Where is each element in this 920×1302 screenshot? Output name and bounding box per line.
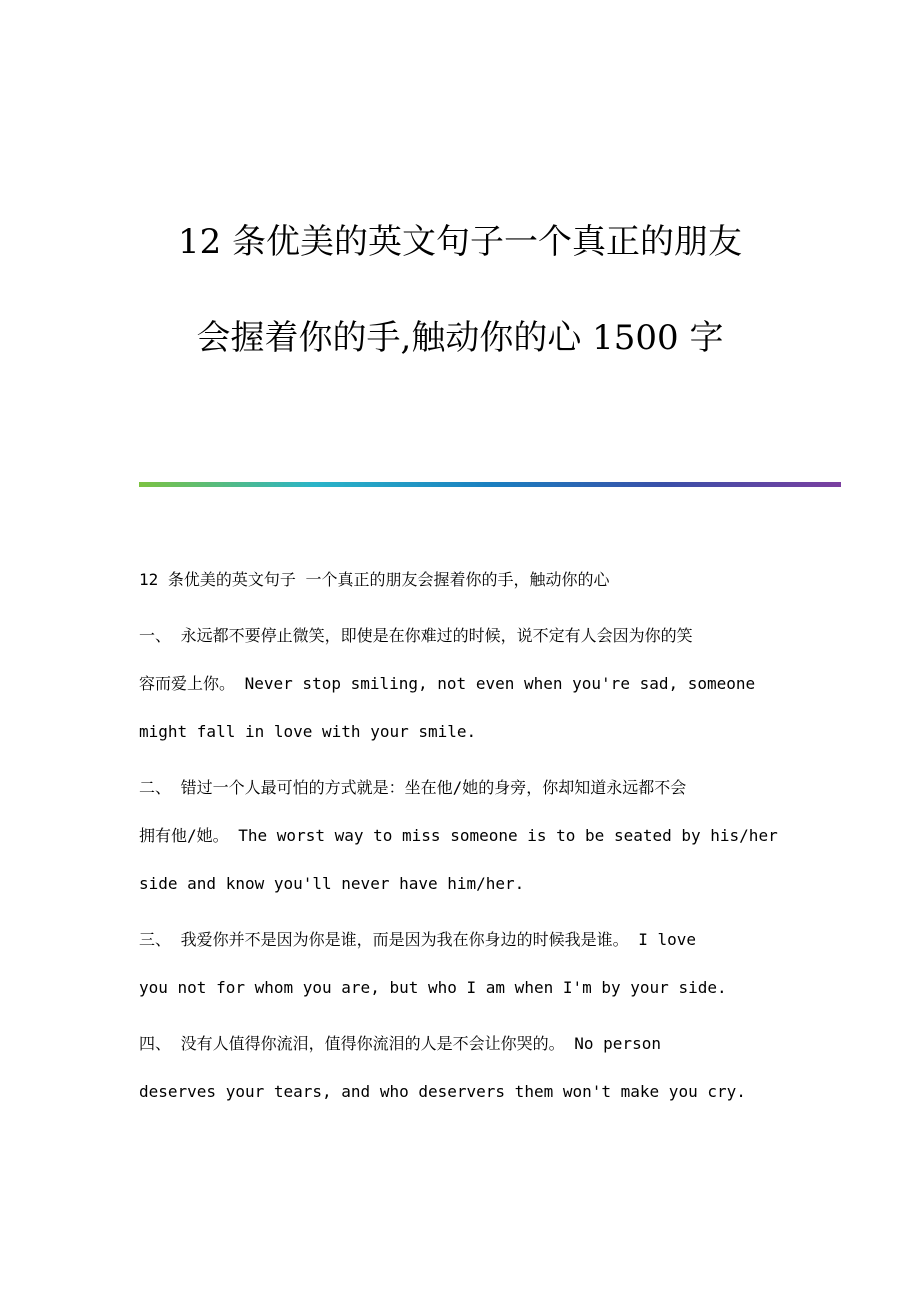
intro-text: 12 条优美的英文句子 一个真正的朋友会握着你的手，触动你的心 bbox=[139, 570, 610, 589]
paragraph-line: deserves your tears, and who deservers them won't make you cry. bbox=[139, 1082, 746, 1101]
paragraph-1 bbox=[139, 612, 789, 756]
paragraph-4 bbox=[139, 1020, 789, 1116]
document-title-line-2: 会握着你的手,触动你的心 1500 字 bbox=[196, 318, 724, 358]
paragraph-2 bbox=[139, 764, 789, 908]
paragraph-line: you not for whom you are, but who I am when I'm by your side. bbox=[139, 978, 727, 997]
paragraph-line: might fall in love with your smile. bbox=[139, 722, 477, 741]
paragraph-line: side and know you'll never have him/her. bbox=[139, 874, 525, 893]
paragraph-line: 拥有他/她。 The worst way to miss someone is to be seated by his/her bbox=[139, 826, 778, 845]
gradient-divider bbox=[139, 482, 841, 487]
paragraph-3 bbox=[139, 916, 789, 1012]
paragraph-line: 四、 没有人值得你流泪，值得你流泪的人是不会让你哭的。 No person bbox=[139, 1034, 661, 1053]
paragraph-line: 二、 错过一个人最可怕的方式就是：坐在他/她的身旁，你却知道永远都不会 bbox=[139, 778, 687, 797]
paragraph-line: 三、 我爱你并不是因为你是谁，而是因为我在你身边的时候我是谁。 I love bbox=[139, 930, 697, 949]
paragraph-line: 一、 永远都不要停止微笑，即使是在你难过的时候，说不定有人会因为你的笑 bbox=[139, 626, 693, 645]
paragraph-line: 容而爱上你。 Never stop smiling, not even when you're sad, someone bbox=[139, 674, 756, 693]
document-title-line-1: 12 条优美的英文句子一个真正的朋友 bbox=[177, 222, 743, 262]
